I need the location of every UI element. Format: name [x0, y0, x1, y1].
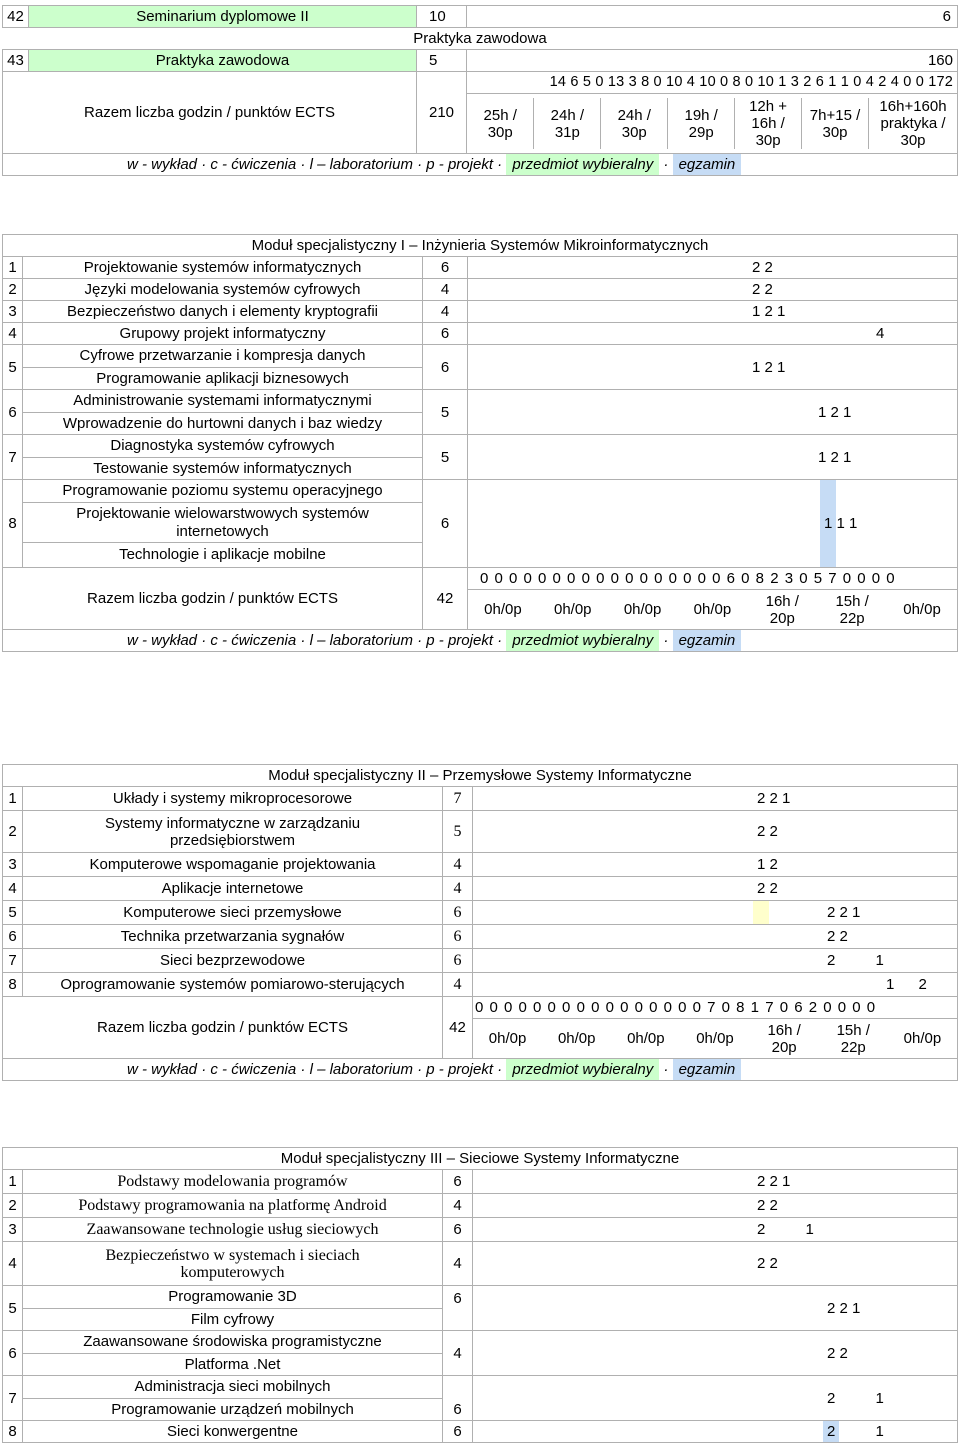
course-ects: 6 — [443, 1218, 473, 1242]
course-hours: 2 1 — [473, 1376, 958, 1421]
legend-dot: · — [663, 632, 669, 649]
sem-total: 24h / 31p — [534, 98, 601, 149]
course-hours: 4 — [468, 323, 958, 345]
course-name: Administrowanie systemami informatycznymi — [23, 390, 422, 413]
module-title: Moduł specjalistyczny III – Sieciowe Systemy Informatyczne — [3, 1148, 958, 1170]
course-ects: 5 — [443, 811, 473, 853]
course-ects: 4 — [423, 301, 468, 323]
course-ects: 4 — [443, 973, 473, 997]
course-name-group — [23, 1376, 443, 1421]
course-name: Podstawy programowania na platformę Android — [23, 1194, 443, 1218]
course-name: Seminarium dyplomowe II — [29, 6, 417, 28]
sum-label: Razem liczba godzin / punktów ECTS — [3, 997, 443, 1059]
legend-exam: egzamin — [673, 154, 742, 175]
course-hours: 2 2 1 — [473, 787, 958, 811]
legend — [3, 1059, 958, 1081]
sem-total: 15h / 22p — [836, 1021, 870, 1056]
course-name: Platforma .Net — [184, 1356, 281, 1373]
course-name-group — [23, 1331, 443, 1376]
sum-label: Razem liczba godzin / punktów ECTS — [3, 72, 417, 154]
course-name: Projektowanie systemów informatycznych — [23, 257, 423, 279]
course-hours: 2 2 — [473, 811, 958, 853]
legend-dot: · — [497, 1061, 503, 1078]
legend-c: c - ćwiczenia — [210, 1061, 297, 1078]
row-no: 6 — [3, 1331, 23, 1376]
row-no: 8 — [3, 1421, 23, 1443]
row-no: 4 — [3, 1242, 23, 1286]
row-no: 2 — [3, 811, 23, 853]
legend-p: p - projekt — [426, 632, 493, 649]
legend-dot: · — [300, 632, 306, 649]
row-no: 6 — [3, 925, 23, 949]
module-title: Moduł specjalistyczny I – Inżynieria Systemów Mikroinformatycznych — [3, 235, 958, 257]
course-hours: 1 2 1 — [468, 345, 958, 390]
course-hours: 2 2 — [473, 925, 958, 949]
sem-total: 15h / 22p — [835, 592, 869, 627]
course-ects: 5 — [423, 435, 468, 480]
row-no: 8 — [3, 480, 23, 568]
course-name-group — [23, 435, 423, 480]
row-no: 7 — [3, 949, 23, 973]
course-name: Oprogramowanie systemów pomiarowo-sterujących — [23, 973, 443, 997]
course-name: Grupowy projekt informatyczny — [23, 323, 423, 345]
course-name: Systemy informatyczne w zarządzaniu przedsiębiorstwem — [23, 811, 443, 853]
course-name: Aplikacje internetowe — [23, 877, 443, 901]
sem-total: 16h+160h praktyka / 30p — [879, 98, 947, 149]
sem-total: 24h / 30p — [601, 98, 668, 149]
row-no: 8 — [3, 973, 23, 997]
course-name: Projektowanie wielowarstwowych systemów internetowych — [23, 503, 422, 543]
row-no: 5 — [3, 345, 23, 390]
course-name: Programowanie urządzeń mobilnych — [111, 1401, 354, 1418]
legend-dot: · — [663, 156, 669, 173]
legend-dot: · — [417, 632, 423, 649]
legend-l: l – laboratorium — [309, 1061, 413, 1078]
sem-total: 25h / 30p — [467, 98, 534, 149]
legend-w: w - wykład — [127, 156, 198, 173]
course-name-group — [23, 390, 423, 435]
course-hours: 1 2 1 — [468, 435, 958, 480]
course-name: Programowanie poziomu systemu operacyjnego — [23, 480, 422, 503]
course-name: Cyfrowe przetwarzanie i kompresja danych — [23, 345, 422, 368]
course-hours-text: 2 1 — [827, 1423, 884, 1440]
course-hours: 2 2 — [468, 279, 958, 301]
course-hours: 2 2 1 — [473, 1170, 958, 1194]
sum-ects: 42 — [423, 568, 468, 630]
course-ects: 6 — [443, 1421, 473, 1443]
legend-dot: · — [300, 156, 306, 173]
row-no: 1 — [3, 257, 23, 279]
course-hours: 2 2 — [473, 877, 958, 901]
course-hours: 1 2 1 — [468, 390, 958, 435]
row-no: 5 — [3, 1286, 23, 1331]
legend-dot: · — [417, 156, 423, 173]
course-name: Komputerowe wspomaganie projektowania — [23, 853, 443, 877]
sem-total: 0h/0p — [627, 1030, 665, 1047]
course-hours: 1 2 1 — [468, 301, 958, 323]
course-name: Testowanie systemów informatycznych — [93, 460, 352, 477]
course-ects: 6 — [443, 1376, 473, 1421]
row-no: 1 — [3, 787, 23, 811]
legend-l: l – laboratorium — [309, 632, 413, 649]
sem-total: 0h/0p — [557, 1030, 596, 1047]
course-name: Technika przetwarzania sygnałów — [23, 925, 443, 949]
row-no: 43 — [3, 50, 29, 72]
course-hours: 2 2 1 — [473, 1286, 958, 1331]
course-name: Komputerowe sieci przemysłowe — [23, 901, 443, 925]
top-table — [2, 5, 958, 176]
sem-total: 7h+15 / 30p — [802, 98, 869, 149]
course-name: Bezpieczeństwo w systemach i sieciach komputerowych — [23, 1242, 443, 1286]
legend-exam: egzamin — [673, 1059, 742, 1080]
row-no: 4 — [3, 323, 23, 345]
course-ects: 4 — [443, 853, 473, 877]
row-no: 7 — [3, 1376, 23, 1421]
course-ects: 6 — [423, 323, 468, 345]
legend-w: w - wykład — [127, 632, 198, 649]
course-ects: 5 — [423, 390, 468, 435]
sem-totals — [468, 593, 957, 627]
course-name-group — [23, 345, 423, 390]
legend-elective: przedmiot wybieralny — [506, 154, 659, 175]
course-hours — [473, 901, 958, 925]
sem-total: 0h/0p — [903, 1030, 942, 1047]
row-no: 5 — [3, 901, 23, 925]
row-no: 3 — [3, 1218, 23, 1242]
module1-table — [2, 234, 958, 652]
legend-l: l – laboratorium — [309, 156, 413, 173]
course-name: Diagnostyka systemów cyfrowych — [23, 435, 422, 458]
course-name: Języki modelowania systemów cyfrowych — [23, 279, 423, 301]
course-ects: 6 — [423, 480, 468, 568]
sem-total: 19h / 29p — [668, 98, 735, 149]
course-ects: 6 — [443, 1170, 473, 1194]
row-no: 7 — [3, 435, 23, 480]
legend-dot: · — [201, 632, 207, 649]
legend-dot: · — [300, 1061, 306, 1078]
row-no: 6 — [3, 390, 23, 435]
course-name-group — [23, 1286, 443, 1331]
sem-totals — [467, 98, 957, 149]
course-name: Technologie i aplikacje mobilne — [119, 546, 326, 563]
course-hours: 2 2 — [473, 1331, 958, 1376]
course-ects: 10 — [417, 6, 467, 28]
sem-total: 0h/0p — [488, 1030, 527, 1047]
legend-dot: · — [497, 156, 503, 173]
legend-dot: · — [201, 156, 207, 173]
course-ects: 5 — [417, 50, 467, 72]
sem-total: 0h/0p — [693, 601, 732, 618]
sem-total: 0h/0p — [484, 601, 522, 618]
course-name: Zaawansowane środowiska programistyczne — [23, 1331, 442, 1354]
row-no: 42 — [3, 6, 29, 28]
course-name: Film cyfrowy — [190, 1311, 275, 1328]
course-hours — [468, 480, 958, 568]
legend — [3, 154, 958, 176]
legend-dot: · — [663, 1061, 669, 1078]
row-no: 2 — [3, 279, 23, 301]
legend-dot: · — [417, 1061, 423, 1078]
legend — [3, 630, 958, 652]
legend-c: c - ćwiczenia — [210, 156, 297, 173]
course-hours: 6 — [467, 6, 958, 28]
course-ects: 4 — [423, 279, 468, 301]
sum-ects: 42 — [443, 997, 473, 1059]
course-name: Programowanie aplikacji biznesowych — [96, 370, 349, 387]
course-ects: 6 — [423, 257, 468, 279]
course-name: Praktyka zawodowa — [29, 50, 417, 72]
course-hours-text: 2 2 1 — [827, 904, 861, 921]
elective-marker — [753, 901, 769, 925]
course-name: Sieci konwergentne — [23, 1421, 443, 1443]
course-name: Administracja sieci mobilnych — [23, 1376, 442, 1399]
legend-c: c - ćwiczenia — [210, 632, 297, 649]
legend-dot: · — [201, 1061, 207, 1078]
sum-numbers: 0 0 0 0 0 0 0 0 0 0 0 0 0 0 0 0 0 6 0 8 2 3 0 5 7 0 0 0 0 — [468, 568, 958, 590]
course-ects: 4 — [443, 877, 473, 901]
sem-total: 16h / 20p — [765, 592, 799, 627]
course-hours — [473, 1421, 958, 1443]
course-ects: 6 — [443, 925, 473, 949]
sem-totals — [473, 1022, 957, 1056]
course-hours: 1 2 — [473, 853, 958, 877]
row-no: 3 — [3, 853, 23, 877]
course-ects: 6 — [443, 901, 473, 925]
course-hours: 1 2 — [473, 973, 958, 997]
legend-elective: przedmiot wybieralny — [506, 1059, 659, 1080]
course-ects: 7 — [443, 787, 473, 811]
legend-exam: egzamin — [673, 630, 742, 651]
sum-ects: 210 — [417, 72, 467, 154]
course-hours: 2 2 — [473, 1194, 958, 1218]
course-name: Podstawy modelowania programów — [23, 1170, 443, 1194]
course-name: Programowanie 3D — [23, 1286, 442, 1309]
course-name: Bezpieczeństwo danych i elementy kryptografii — [23, 301, 423, 323]
sem-total: 0h/0p — [553, 601, 592, 618]
course-ects: 4 — [443, 1331, 473, 1376]
course-ects: 6 — [423, 345, 468, 390]
course-name: Zaawansowane technologie usług sieciowych — [23, 1218, 443, 1242]
row-no: 2 — [3, 1194, 23, 1218]
course-name: Układy i systemy mikroprocesorowe — [23, 787, 443, 811]
sem-total: 0h/0p — [903, 601, 941, 618]
course-hours: 2 1 — [473, 949, 958, 973]
sem-total: 12h + 16h / 30p — [735, 98, 802, 149]
course-name: Wprowadzenie do hurtowni danych i baz wiedzy — [62, 415, 383, 432]
praktyka-header: Praktyka zawodowa — [413, 30, 547, 47]
course-ects: 4 — [443, 1194, 473, 1218]
sem-total: 0h/0p — [623, 601, 662, 618]
course-ects: 4 — [443, 1242, 473, 1286]
row-no: 4 — [3, 877, 23, 901]
legend-p: p - projekt — [426, 156, 493, 173]
module-title: Moduł specjalistyczny II – Przemysłowe Systemy Informatyczne — [3, 765, 958, 787]
legend-dot: · — [497, 632, 503, 649]
module3-table — [2, 1147, 958, 1443]
course-hours: 160 — [467, 50, 958, 72]
course-name: Sieci bezprzewodowe — [23, 949, 443, 973]
row-no: 1 — [3, 1170, 23, 1194]
legend-p: p - projekt — [426, 1061, 493, 1078]
legend-elective: przedmiot wybieralny — [506, 630, 659, 651]
course-hours: 2 2 — [473, 1242, 958, 1286]
course-name-group — [23, 480, 423, 568]
course-hours-text: 1 1 1 — [824, 515, 858, 532]
module2-table — [2, 764, 958, 1081]
legend-w: w - wykład — [127, 1061, 198, 1078]
sem-total: 0h/0p — [696, 1030, 734, 1047]
course-ects: 6 — [443, 949, 473, 973]
course-ects: 6 — [443, 1286, 473, 1331]
sem-total: 16h / 20p — [767, 1021, 801, 1056]
sum-numbers: 0 0 0 0 0 0 0 0 0 0 0 0 0 0 0 0 7 0 8 1 7 0 6 2 0 0 0 0 — [473, 997, 958, 1019]
sum-label: Razem liczba godzin / punktów ECTS — [3, 568, 423, 630]
course-hours: 2 2 — [468, 257, 958, 279]
row-no: 3 — [3, 301, 23, 323]
sum-numbers: 14 6 5 0 13 3 8 0 10 4 10 0 8 0 10 1 3 2 6 1 1 0 4 2 4 0 0 172 — [467, 72, 958, 94]
course-hours: 2 1 — [473, 1218, 958, 1242]
